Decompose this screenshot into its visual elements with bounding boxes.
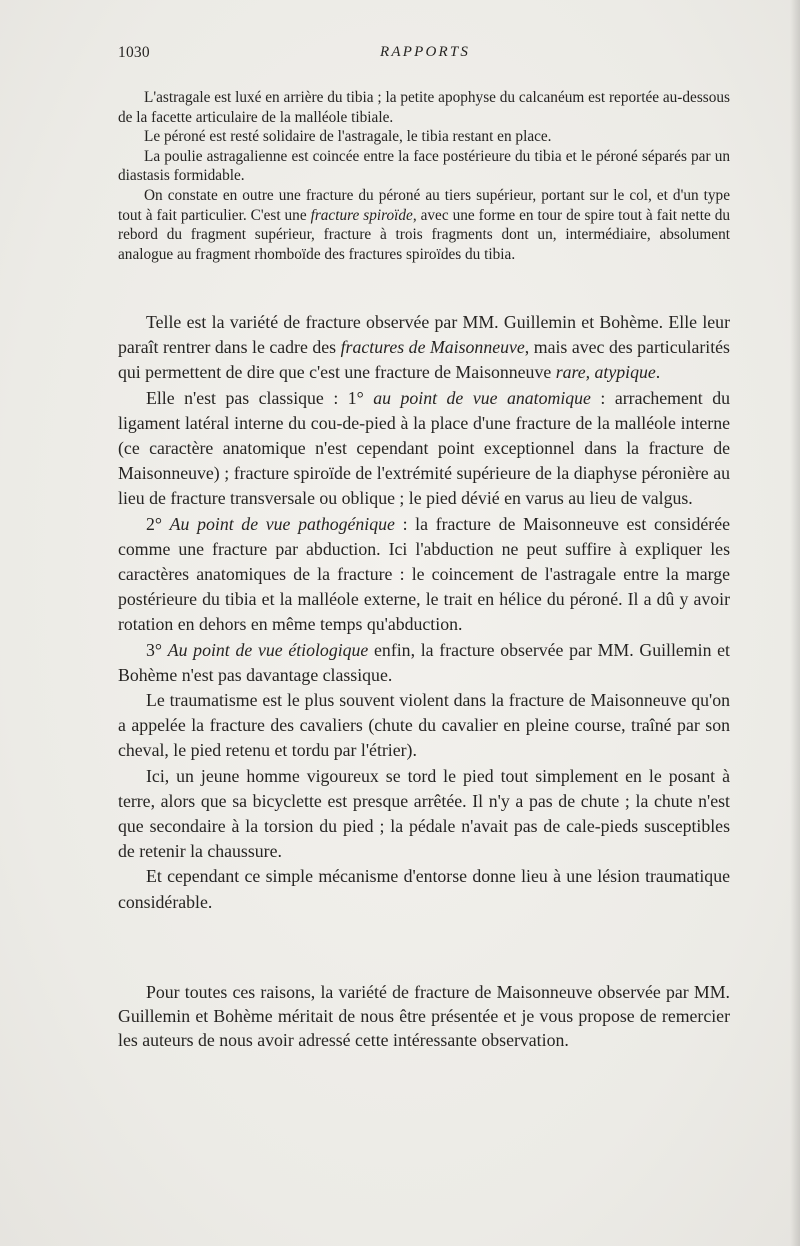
conclusion-paragraph: Pour toutes ces raisons, la variété de fracture de Maisonneuve observée par MM. Guillemin et Bohème méritait de nous être présentée et je vous propose de remercier les auteurs de nous avoir adressé cette intéressante observation.	[118, 982, 730, 1051]
observation-paragraph-2: Le péroné est resté solidaire de l'astragale, le tibia restant en place.	[144, 128, 552, 146]
observation-p4-text-a: On constate en outre une fracture du péroné au tiers supérieur, portant sur le col, et d'un type tout à fait particulier. C'est une	[118, 186, 730, 224]
discussion-p1-text-b: , mais avec des particularités qui permettent de dire que c'est une fracture de Maisonneuve	[118, 337, 730, 383]
observation-section	[118, 88, 730, 264]
observation-paragraph-4	[118, 186, 730, 264]
observation-paragraph-1: L'astragale est luxé en arrière du tibia ; la petite apophyse du calcanéum est reportée au-dessous de la facette articulaire de la malléole tibiale.	[118, 89, 730, 126]
discussion-p2-text-b: : arrachement du ligament latéral interne du cou-de-pied à la place d'une fracture de la malléole interne (ce caractère anatomique n'est cependant point exceptionnel dans la fracture de Maisonneuve) ; fracture spiroïde de l'extrémité supérieure de la diaphyse péronière au lieu de fracture transversale ou oblique ; le pied dévié en varus au lieu de valgus.	[118, 387, 730, 509]
discussion-paragraph-6: Ici, un jeune homme vigoureux se tord le pied tout simplement en le posant à terre, alors que sa bicyclette est presque arrêtée. Il n'y a pas de chute ; la chute n'est que secondaire à la torsion du pied ; la pédale n'avait pas de cale-pieds susceptibles de retenir la chaussure.	[118, 765, 730, 862]
discussion-p3-text-b: : la fracture de Maisonneuve est considérée comme une fracture par abduction. Ici l'abduction ne peut suffire à expliquer les caractères anatomiques de la fracture : le coincement de l'astragale entre la marge postérieure du tibia et la malléole externe, le trait en hélice du péroné. Il a dû y avoir rotation en dehors en même temps qu'abduction.	[118, 513, 730, 635]
page-header	[118, 44, 728, 66]
discussion-p3-italic: Au point de vue pathogénique	[169, 513, 395, 534]
discussion-p4-text-a: 3°	[146, 639, 168, 660]
page-edge-shadow	[790, 0, 800, 1246]
discussion-p1-text-a: Telle est la variété de fracture observée par MM. Guillemin et Bohème. Elle leur paraît rentrer dans le cadre des	[118, 312, 730, 358]
discussion-p4-italic: Au point de vue étiologique	[167, 639, 369, 660]
observation-p4-italic: fracture spiroïde	[310, 206, 413, 224]
running-title: RAPPORTS	[380, 44, 471, 60]
discussion-paragraph-1	[118, 310, 730, 386]
observation-paragraph-3: La poulie astragalienne est coincée entre la face postérieure du tibia et le péroné séparés par un diastasis formidable.	[118, 147, 730, 185]
discussion-paragraph-7: Et cependant ce simple mécanisme d'entorse donne lieu à une lésion traumatique considérable.	[118, 866, 730, 912]
observation-p4-text-b: , avec une forme en tour de spire tout à fait nette du rebord du fragment supérieur, fracture à trois fragments dont un, intermédiaire, absolument analogue au fragment rhomboïde des fractures spiroïdes du tibia.	[118, 206, 730, 263]
page-number: 1030	[118, 44, 150, 61]
conclusion-section	[118, 980, 730, 1053]
discussion-p1-italic-2: rare, atypique	[555, 362, 656, 383]
discussion-paragraph-2	[118, 386, 730, 512]
discussion-p3-text-a: 2°	[146, 513, 170, 534]
discussion-paragraph-5: Le traumatisme est le plus souvent violent dans la fracture de Maisonneuve qu'on a appelée la fracture des cavaliers (chute du cavalier en pleine course, traîné par son cheval, le pied retenu et tordu par l'étrier).	[118, 690, 730, 761]
discussion-p2-italic: au point de vue anatomique	[373, 387, 591, 408]
discussion-p4-text-b: enfin, la fracture observée par MM. Guillemin et Bohème n'est pas davantage classique.	[118, 639, 730, 685]
discussion-paragraph-4	[118, 638, 730, 688]
discussion-section	[118, 310, 730, 915]
discussion-p2-text-a: Elle n'est pas classique : 1°	[146, 387, 374, 408]
discussion-paragraph-3	[118, 512, 730, 638]
discussion-p1-italic-1: fractures de Maisonneuve	[340, 337, 525, 358]
discussion-p1-text-c: .	[655, 362, 661, 383]
